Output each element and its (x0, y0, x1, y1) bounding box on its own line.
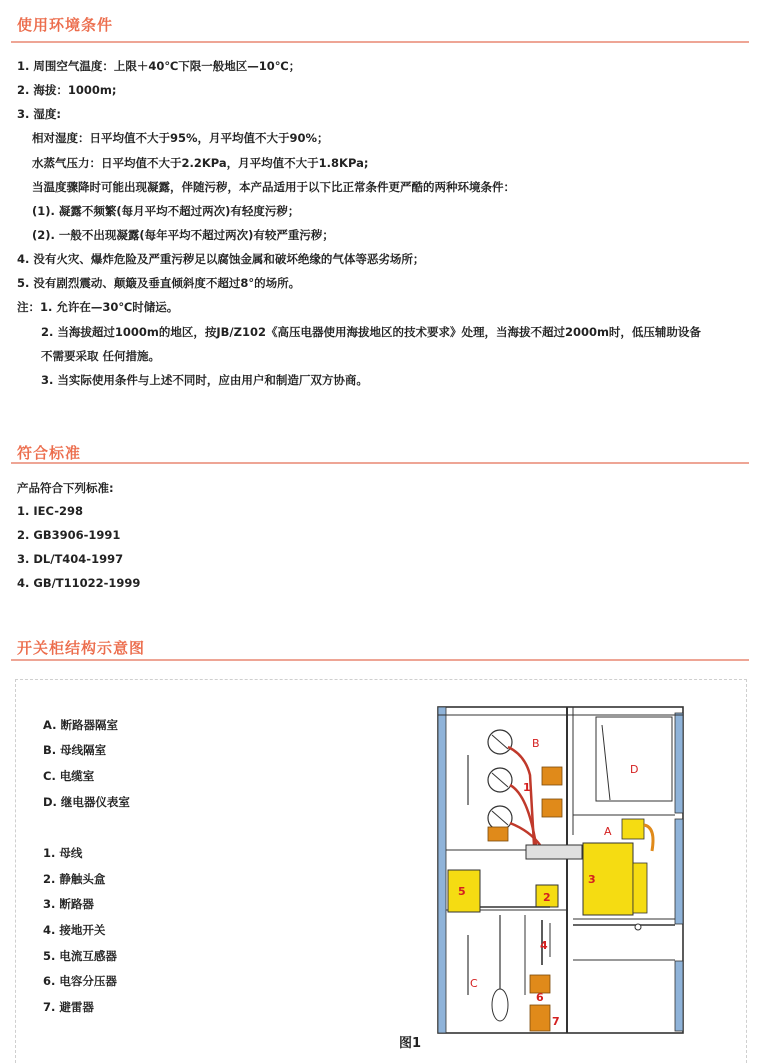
section-divider (11, 41, 749, 43)
legend-item: A. 断路器隔室 (43, 718, 118, 732)
insulator (488, 827, 508, 841)
label-compartment-a: A (604, 825, 612, 838)
cabinet-left-panel (438, 707, 446, 1033)
section-title-structure: 开关柜结构示意图 (17, 639, 146, 657)
switchgear-diagram (430, 695, 690, 1035)
label-component-5: 5 (458, 885, 466, 898)
legend-item: C. 电缆室 (43, 769, 95, 783)
env-line: 4. 没有火灾、爆炸危险及严重污秽足以腐蚀金属和破坏绝缘的气体等恶劣场所； (17, 252, 425, 266)
legend-item: 7. 避雷器 (43, 1000, 94, 1014)
legend-item: 5. 电流互感器 (43, 949, 117, 963)
env-line: 3. 湿度: (17, 107, 61, 121)
insulator (542, 799, 562, 817)
surge-arrester (530, 1005, 550, 1031)
insulator (542, 767, 562, 785)
env-line: 2. 海拔：1000m; (17, 83, 117, 97)
figure-caption: 图1 (399, 1036, 422, 1051)
std-line: 4. GB/T11022-1999 (17, 576, 141, 590)
label-component-7: 7 (552, 1015, 560, 1028)
legend-item: D. 继电器仪表室 (43, 795, 130, 809)
label-component-1: 1 (523, 781, 531, 794)
section-divider (11, 462, 749, 464)
std-line: 1. IEC-298 (17, 504, 83, 518)
section-divider (11, 659, 749, 661)
label-compartment-d: D (630, 763, 639, 776)
contact-bushing (526, 845, 582, 859)
env-line: 相对湿度：日平均值不大于95%，月平均值不大于90%； (32, 131, 329, 145)
env-line: 1. 周围空气温度：上限＋40℃下限一般地区—10℃； (17, 59, 301, 73)
env-line: 水蒸气压力：日平均值不大于2.2KPa，月平均值不大于1.8KPa; (32, 156, 369, 170)
env-line: (2). 一般不出现凝露(每年平均不超过两次)有较严重污秽； (32, 228, 334, 242)
std-line: 产品符合下列标准: (17, 481, 114, 495)
env-line: 当温度骤降时可能出现凝露，伴随污秽，本产品适用于以下比正常条件更严酷的两种环境条件： (32, 180, 515, 194)
label-compartment-c: C (470, 977, 478, 990)
label-component-6: 6 (536, 991, 544, 1004)
cabinet-right-panel (675, 713, 683, 813)
env-line: (1). 凝露不频繁(每月平均不超过两次)有轻度污秽； (32, 204, 300, 218)
label-component-3: 3 (588, 873, 596, 886)
env-line: 注：1. 允许在—30℃时储运。 (17, 300, 179, 314)
env-line: 5. 没有剧烈震动、颠簸及垂直倾斜度不超过8°的场所。 (17, 276, 301, 290)
label-component-4: 4 (540, 939, 548, 952)
label-component-2: 2 (543, 891, 551, 904)
cable-termination (492, 989, 508, 1021)
std-line: 2. GB3906-1991 (17, 528, 121, 542)
relay-compartment (596, 717, 672, 801)
legend-item: 2. 静触头盒 (43, 872, 106, 886)
legend-item: 4. 接地开关 (43, 923, 106, 937)
section-title-standards: 符合标准 (17, 444, 82, 462)
section-title-environment: 使用环境条件 (17, 16, 114, 34)
env-line: 2. 当海拔超过1000m的地区，按JB/Z102《高压电器使用海拔地区的技术要求》处理，当海拔不超过2000m时，低压辅助设备 (41, 325, 701, 339)
cabinet-right-panel (675, 819, 683, 924)
env-line: 3. 当实际使用条件与上述不同时，应由用户和制造厂双方协商。 (41, 373, 368, 387)
legend-item: 3. 断路器 (43, 897, 94, 911)
cabinet-right-panel (675, 961, 683, 1031)
legend-item: B. 母线隔室 (43, 743, 107, 757)
std-line: 3. DL/T404-1997 (17, 552, 124, 566)
legend-item: 6. 电容分压器 (43, 974, 117, 988)
legend-item: 1. 母线 (43, 846, 83, 860)
env-line: 不需要采取 任何措施。 (41, 349, 161, 363)
label-compartment-b: B (532, 737, 540, 750)
